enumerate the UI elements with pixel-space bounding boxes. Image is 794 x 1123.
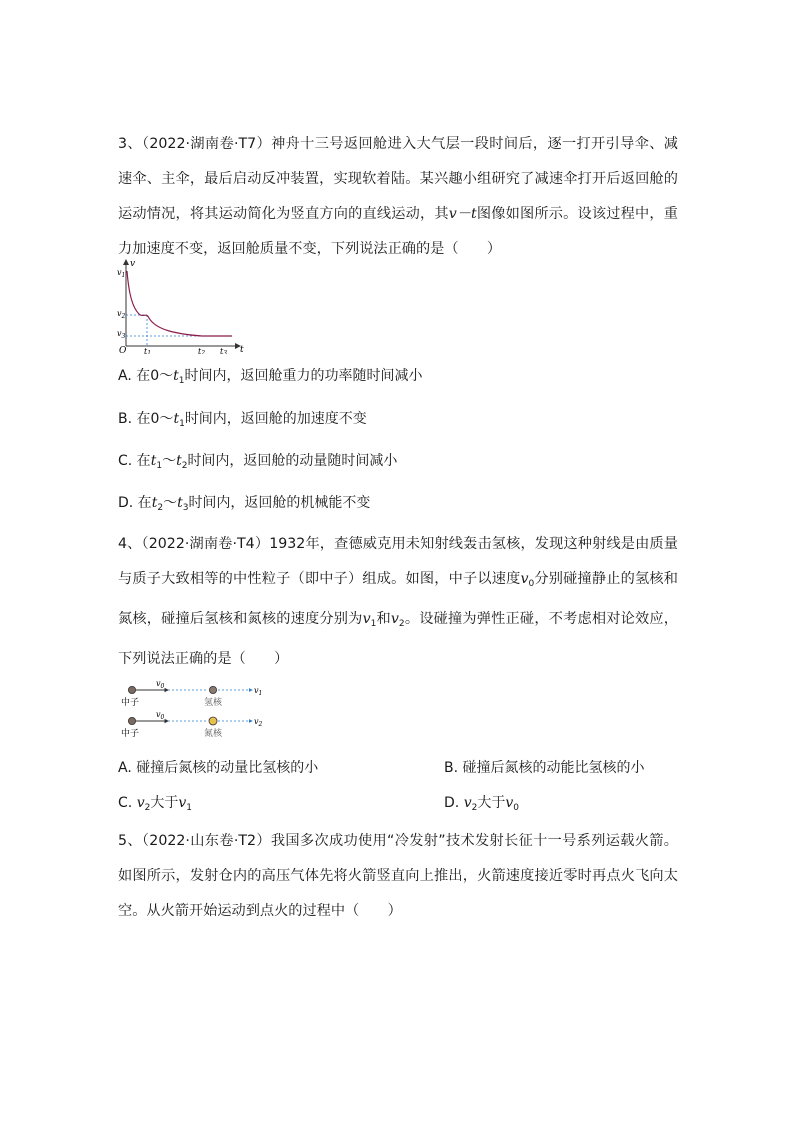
q4-row2-v0-label: $v_0$ <box>156 710 165 721</box>
q3-label-v-axis: v <box>130 259 136 269</box>
q3-label-v1: $v_1$ <box>117 268 126 279</box>
q4-option-d[interactable]: D. $v_2$大于$v_0$ <box>444 795 519 813</box>
q5-stem: 5、（2022·山东卷·T2）我国多次成功使用“冷发射”技术发射长征十一号系列运载火箭。如图所示，发射仓内的高压气体先将火箭竖直向上推出，火箭速度接近零时再点火飞向太空。从火箭开始运动到点火的过程中（ ） <box>118 833 678 919</box>
q3-option-d[interactable]: D. 在$t_2\sim t_3$时间内，返回舱的机械能不变 <box>118 495 371 513</box>
q3-label-v2: $v_2$ <box>117 309 126 320</box>
q3-vt-label: v－t <box>448 206 477 222</box>
q3-label-v3: $v_3$ <box>117 329 126 340</box>
q3-label-t1: t1 <box>144 347 152 354</box>
q3-stem: 3、（2022·湖南卷·T7）神舟十三号返回舱进入大气层一段时间后，逐一打开引导伞、减速伞、主伞，最后启动反冲装置，实现软着陆。某兴趣小组研究了减速伞打开后返回舱的运动情况，将其运动简化为竖直方向的直线运动，其v－t图像如图所示。设该过程中，重力加速度不变，返回舱质量不变，下列说法正确的是（ ） <box>118 136 678 257</box>
q4-row1-hydrogen <box>209 686 216 693</box>
q4-row1-hydrogen-label: 氢核 <box>204 698 223 708</box>
q4-option-c[interactable]: C. $v_2$大于$v_1$ <box>118 795 192 813</box>
q3-label-t2: t2 <box>198 347 206 354</box>
q4-row1-out-label: $v_1$ <box>254 686 263 697</box>
q4-row2-out-label: $v_2$ <box>254 717 263 728</box>
q3-label-t3: t3 <box>220 347 228 354</box>
q3-vt-curve <box>127 271 232 336</box>
q4-row2-neutron <box>128 717 135 724</box>
q3-label-t-axis: t <box>240 345 244 354</box>
q4-collision-diagram <box>118 678 268 742</box>
q4-option-a[interactable]: A. 碰撞后氮核的动量比氢核的小 <box>118 760 319 776</box>
q4-row1-neutron-label: 中子 <box>121 698 140 708</box>
q3-label-origin: O <box>119 346 127 354</box>
q4-stem: 4、（2022·湖南卷·T4）1932年，查德威克用未知射线轰击氢核，发现这种射线是由质量与质子大致相等的中性粒子（即中子）组成。如图，中子以速度$v_0$分别碰撞静止的氢核和氮核，碰撞后氢核和氮核的速度分别为$v_1$和$v_2$。设碰撞为弹性正碰，不考虑相对论效应，下列说法正确的是（ ） <box>118 536 678 667</box>
q4-row1-v0-label: $v_0$ <box>156 679 165 690</box>
q3-option-c[interactable]: C. 在$t_1\sim t_2$时间内，返回舱的动量随时间减小 <box>118 453 398 471</box>
q4-row2-nitrogen-label: 氮核 <box>204 729 223 739</box>
q3-vt-graph <box>116 256 248 354</box>
q4-row1-neutron <box>128 686 135 693</box>
q4-row2-neutron-label: 中子 <box>121 729 140 739</box>
q3-option-b[interactable]: B. 在$0\sim t_1$时间内，返回舱的加速度不变 <box>118 411 367 429</box>
q3-option-a[interactable]: A. 在$0\sim t_1$时间内，返回舱重力的功率随时间减小 <box>118 368 423 386</box>
q4-row2-nitrogen <box>209 717 217 725</box>
q4-option-b[interactable]: B. 碰撞后氮核的动能比氢核的小 <box>444 760 645 776</box>
